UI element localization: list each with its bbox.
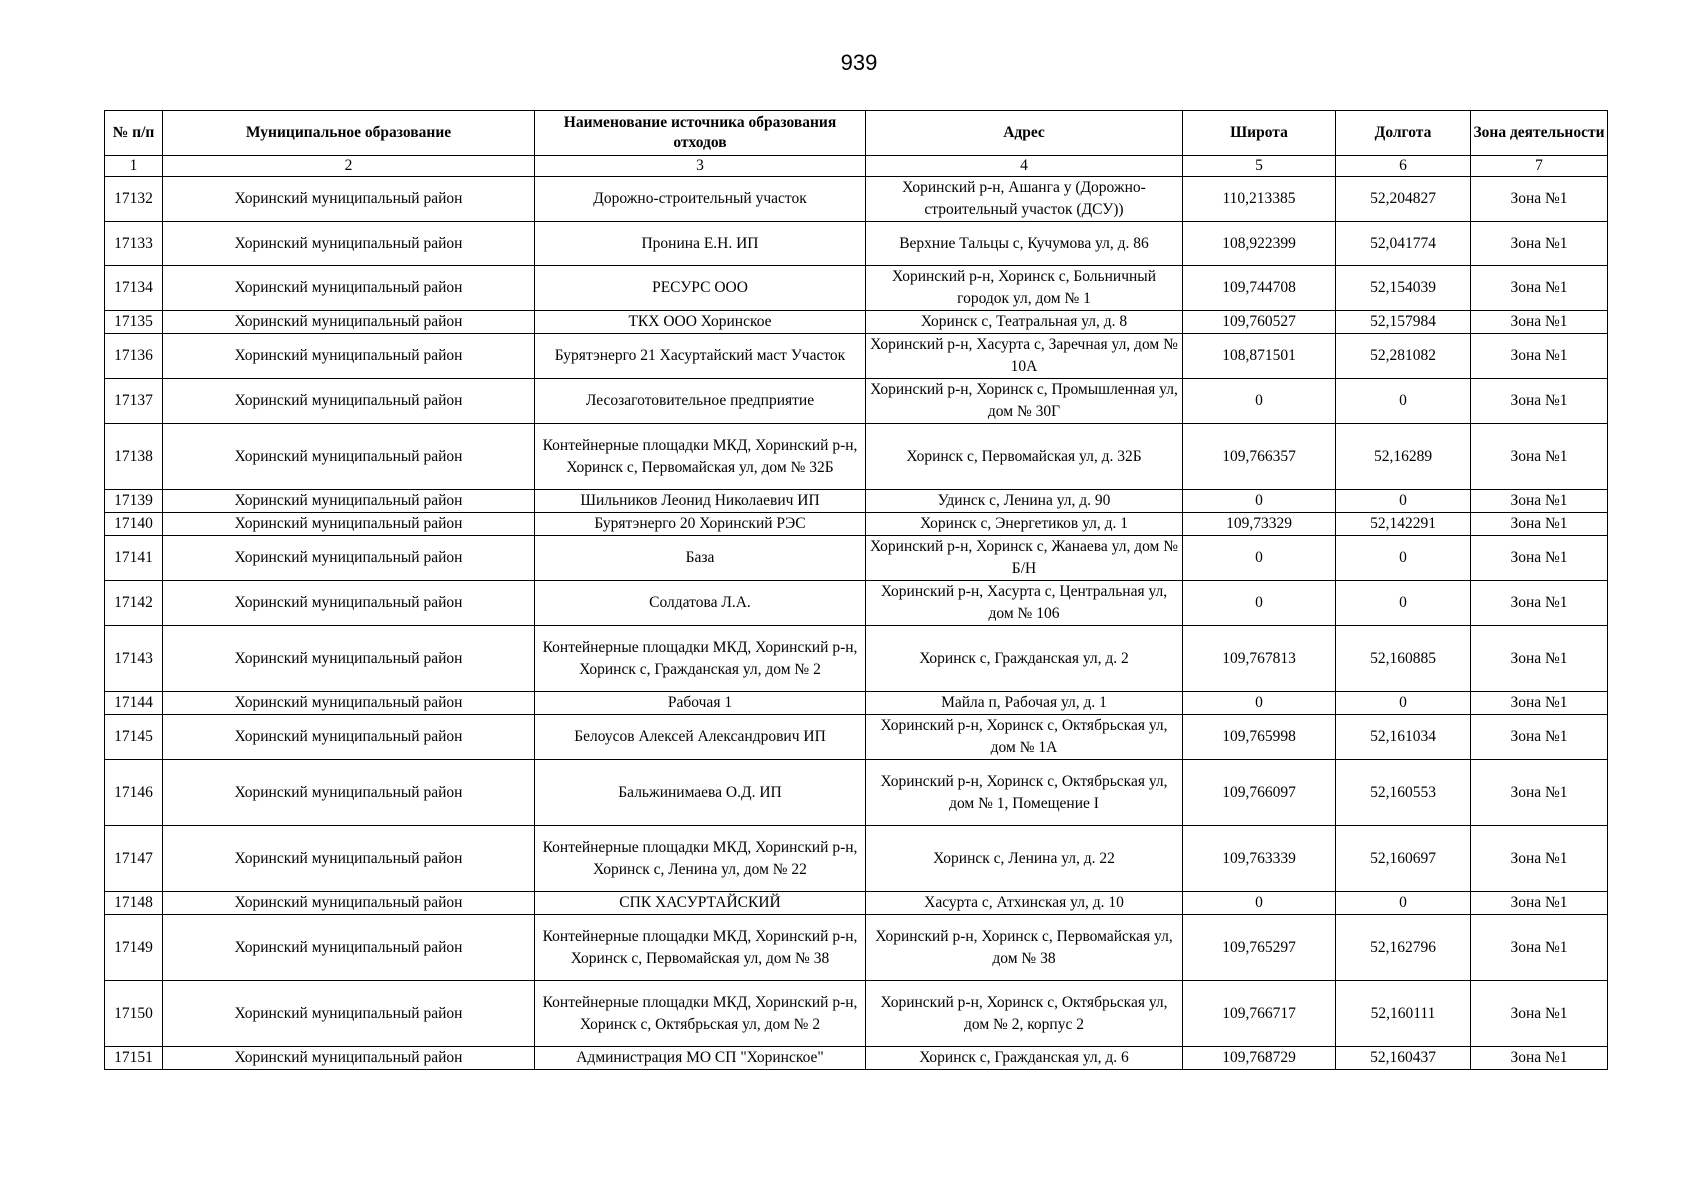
table-row bbox=[105, 981, 1608, 1047]
zone-cell: Зона №1 bbox=[1471, 379, 1608, 424]
table-row bbox=[105, 311, 1608, 334]
latitude-cell: 0 bbox=[1183, 490, 1336, 513]
table-row bbox=[105, 536, 1608, 581]
longitude-cell: 0 bbox=[1336, 490, 1471, 513]
municipality-cell: Хоринский муниципальный район bbox=[163, 311, 535, 334]
column-number: 5 bbox=[1183, 156, 1336, 177]
latitude-cell: 108,871501 bbox=[1183, 334, 1336, 379]
table-row bbox=[105, 424, 1608, 490]
table-row bbox=[105, 334, 1608, 379]
address-cell: Хоринский р-н, Хоринск с, Октябрьская ул, дом № 1, Помещение I bbox=[866, 760, 1183, 826]
zone-cell: Зона №1 bbox=[1471, 581, 1608, 626]
table-row bbox=[105, 892, 1608, 915]
row-number-cell: 17136 bbox=[105, 334, 163, 379]
address-cell: Удинск с, Ленина ул, д. 90 bbox=[866, 490, 1183, 513]
row-number-cell: 17137 bbox=[105, 379, 163, 424]
longitude-cell: 52,162796 bbox=[1336, 915, 1471, 981]
row-number-cell: 17142 bbox=[105, 581, 163, 626]
address-cell: Хоринск с, Энергетиков ул, д. 1 bbox=[866, 513, 1183, 536]
address-cell: Хоринск с, Ленина ул, д. 22 bbox=[866, 826, 1183, 892]
latitude-cell: 109,766097 bbox=[1183, 760, 1336, 826]
zone-cell: Зона №1 bbox=[1471, 760, 1608, 826]
municipality-cell: Хоринский муниципальный район bbox=[163, 692, 535, 715]
longitude-cell: 52,204827 bbox=[1336, 177, 1471, 222]
zone-cell: Зона №1 bbox=[1471, 915, 1608, 981]
address-cell: Хоринский р-н, Хоринск с, Октябрьская ул, дом № 1А bbox=[866, 715, 1183, 760]
latitude-cell: 109,744708 bbox=[1183, 266, 1336, 311]
source-name-cell: Лесозаготовительное предприятие bbox=[535, 379, 866, 424]
municipality-cell: Хоринский муниципальный район bbox=[163, 826, 535, 892]
zone-cell: Зона №1 bbox=[1471, 177, 1608, 222]
longitude-cell: 52,160885 bbox=[1336, 626, 1471, 692]
source-name-cell: Дорожно-строительный участок bbox=[535, 177, 866, 222]
row-number-cell: 17135 bbox=[105, 311, 163, 334]
zone-cell: Зона №1 bbox=[1471, 424, 1608, 490]
longitude-cell: 0 bbox=[1336, 581, 1471, 626]
longitude-cell: 52,281082 bbox=[1336, 334, 1471, 379]
source-name-cell: Рабочая 1 bbox=[535, 692, 866, 715]
header-zone: Зона деятельности bbox=[1471, 111, 1608, 156]
municipality-cell: Хоринский муниципальный район bbox=[163, 513, 535, 536]
source-name-cell: Бальжинимаева О.Д. ИП bbox=[535, 760, 866, 826]
zone-cell: Зона №1 bbox=[1471, 490, 1608, 513]
zone-cell: Зона №1 bbox=[1471, 692, 1608, 715]
table-row bbox=[105, 915, 1608, 981]
row-number-cell: 17143 bbox=[105, 626, 163, 692]
source-name-cell: База bbox=[535, 536, 866, 581]
municipality-cell: Хоринский муниципальный район bbox=[163, 581, 535, 626]
longitude-cell: 52,157984 bbox=[1336, 311, 1471, 334]
zone-cell: Зона №1 bbox=[1471, 715, 1608, 760]
row-number-cell: 17146 bbox=[105, 760, 163, 826]
longitude-cell: 0 bbox=[1336, 692, 1471, 715]
zone-cell: Зона №1 bbox=[1471, 892, 1608, 915]
source-name-cell: Контейнерные площадки МКД, Хоринский р-н, Хоринск с, Первомайская ул, дом № 32Б bbox=[535, 424, 866, 490]
table-row bbox=[105, 692, 1608, 715]
header-municipality: Муниципальное образование bbox=[163, 111, 535, 156]
latitude-cell: 108,922399 bbox=[1183, 222, 1336, 266]
column-number-row bbox=[105, 156, 1608, 177]
address-cell: Хоринский р-н, Хасурта с, Центральная ул, дом № 106 bbox=[866, 581, 1183, 626]
source-name-cell: Бурятэнерго 21 Хасуртайский маст Участок bbox=[535, 334, 866, 379]
source-name-cell: Контейнерные площадки МКД, Хоринский р-н, Хоринск с, Первомайская ул, дом № 38 bbox=[535, 915, 866, 981]
longitude-cell: 52,041774 bbox=[1336, 222, 1471, 266]
longitude-cell: 0 bbox=[1336, 379, 1471, 424]
row-number-cell: 17145 bbox=[105, 715, 163, 760]
zone-cell: Зона №1 bbox=[1471, 536, 1608, 581]
latitude-cell: 109,766357 bbox=[1183, 424, 1336, 490]
source-name-cell: Бурятэнерго 20 Хоринский РЭС bbox=[535, 513, 866, 536]
row-number-cell: 17151 bbox=[105, 1047, 163, 1070]
source-name-cell: Пронина Е.Н. ИП bbox=[535, 222, 866, 266]
address-cell: Хоринский р-н, Хоринск с, Больничный городок ул, дом № 1 bbox=[866, 266, 1183, 311]
latitude-cell: 0 bbox=[1183, 892, 1336, 915]
address-cell: Майла п, Рабочая ул, д. 1 bbox=[866, 692, 1183, 715]
source-name-cell: Солдатова Л.А. bbox=[535, 581, 866, 626]
table-row bbox=[105, 222, 1608, 266]
row-number-cell: 17141 bbox=[105, 536, 163, 581]
latitude-cell: 109,768729 bbox=[1183, 1047, 1336, 1070]
municipality-cell: Хоринский муниципальный район bbox=[163, 379, 535, 424]
municipality-cell: Хоринский муниципальный район bbox=[163, 424, 535, 490]
source-name-cell: Белоусов Алексей Александрович ИП bbox=[535, 715, 866, 760]
source-name-cell: ТКХ ООО Хоринское bbox=[535, 311, 866, 334]
header-source-name: Наименование источника образования отходов bbox=[535, 111, 866, 156]
municipality-cell: Хоринский муниципальный район bbox=[163, 715, 535, 760]
address-cell: Верхние Тальцы с, Кучумова ул, д. 86 bbox=[866, 222, 1183, 266]
longitude-cell: 52,142291 bbox=[1336, 513, 1471, 536]
latitude-cell: 0 bbox=[1183, 581, 1336, 626]
address-cell: Хоринский р-н, Хоринск с, Первомайская ул, дом № 38 bbox=[866, 915, 1183, 981]
latitude-cell: 0 bbox=[1183, 536, 1336, 581]
row-number-cell: 17149 bbox=[105, 915, 163, 981]
table-row bbox=[105, 760, 1608, 826]
latitude-cell: 109,765998 bbox=[1183, 715, 1336, 760]
municipality-cell: Хоринский муниципальный район bbox=[163, 266, 535, 311]
municipality-cell: Хоринский муниципальный район bbox=[163, 915, 535, 981]
table-row bbox=[105, 177, 1608, 222]
latitude-cell: 0 bbox=[1183, 379, 1336, 424]
longitude-cell: 52,160697 bbox=[1336, 826, 1471, 892]
source-name-cell: РЕСУРС ООО bbox=[535, 266, 866, 311]
address-cell: Хоринский р-н, Хоринск с, Жанаева ул, дом № Б/Н bbox=[866, 536, 1183, 581]
address-cell: Хоринский р-н, Хасурта с, Заречная ул, дом № 10А bbox=[866, 334, 1183, 379]
longitude-cell: 52,160111 bbox=[1336, 981, 1471, 1047]
header-row bbox=[105, 111, 1608, 156]
source-name-cell: Администрация МО СП "Хоринское" bbox=[535, 1047, 866, 1070]
longitude-cell: 52,16289 bbox=[1336, 424, 1471, 490]
column-number: 3 bbox=[535, 156, 866, 177]
zone-cell: Зона №1 bbox=[1471, 334, 1608, 379]
municipality-cell: Хоринский муниципальный район bbox=[163, 981, 535, 1047]
row-number-cell: 17132 bbox=[105, 177, 163, 222]
address-cell: Хоринск с, Гражданская ул, д. 2 bbox=[866, 626, 1183, 692]
header-address: Адрес bbox=[866, 111, 1183, 156]
longitude-cell: 52,160553 bbox=[1336, 760, 1471, 826]
source-name-cell: Контейнерные площадки МКД, Хоринский р-н, Хоринск с, Ленина ул, дом № 22 bbox=[535, 826, 866, 892]
header-longitude: Долгота bbox=[1336, 111, 1471, 156]
address-cell: Хоринский р-н, Хоринск с, Октябрьская ул, дом № 2, корпус 2 bbox=[866, 981, 1183, 1047]
zone-cell: Зона №1 bbox=[1471, 826, 1608, 892]
zone-cell: Зона №1 bbox=[1471, 1047, 1608, 1070]
source-name-cell: Контейнерные площадки МКД, Хоринский р-н, Хоринск с, Октябрьская ул, дом № 2 bbox=[535, 981, 866, 1047]
longitude-cell: 0 bbox=[1336, 892, 1471, 915]
header-number: № п/п bbox=[105, 111, 163, 156]
municipality-cell: Хоринский муниципальный район bbox=[163, 1047, 535, 1070]
column-number: 4 bbox=[866, 156, 1183, 177]
latitude-cell: 109,760527 bbox=[1183, 311, 1336, 334]
latitude-cell: 109,766717 bbox=[1183, 981, 1336, 1047]
row-number-cell: 17150 bbox=[105, 981, 163, 1047]
row-number-cell: 17133 bbox=[105, 222, 163, 266]
zone-cell: Зона №1 bbox=[1471, 626, 1608, 692]
municipality-cell: Хоринский муниципальный район bbox=[163, 536, 535, 581]
zone-cell: Зона №1 bbox=[1471, 981, 1608, 1047]
address-cell: Хоринск с, Театральная ул, д. 8 bbox=[866, 311, 1183, 334]
municipality-cell: Хоринский муниципальный район bbox=[163, 892, 535, 915]
longitude-cell: 0 bbox=[1336, 536, 1471, 581]
source-name-cell: СПК ХАСУРТАЙСКИЙ bbox=[535, 892, 866, 915]
zone-cell: Зона №1 bbox=[1471, 266, 1608, 311]
row-number-cell: 17134 bbox=[105, 266, 163, 311]
header-latitude: Широта bbox=[1183, 111, 1336, 156]
longitude-cell: 52,160437 bbox=[1336, 1047, 1471, 1070]
table-row bbox=[105, 715, 1608, 760]
address-cell: Хасурта с, Атхинская ул, д. 10 bbox=[866, 892, 1183, 915]
municipality-cell: Хоринский муниципальный район bbox=[163, 222, 535, 266]
row-number-cell: 17138 bbox=[105, 424, 163, 490]
zone-cell: Зона №1 bbox=[1471, 311, 1608, 334]
table-row bbox=[105, 266, 1608, 311]
page-number: 939 bbox=[840, 50, 878, 75]
table-row bbox=[105, 626, 1608, 692]
source-name-cell: Контейнерные площадки МКД, Хоринский р-н, Хоринск с, Гражданская ул, дом № 2 bbox=[535, 626, 866, 692]
table-row bbox=[105, 581, 1608, 626]
municipality-cell: Хоринский муниципальный район bbox=[163, 177, 535, 222]
municipality-cell: Хоринский муниципальный район bbox=[163, 490, 535, 513]
zone-cell: Зона №1 bbox=[1471, 513, 1608, 536]
column-number: 1 bbox=[105, 156, 163, 177]
table-row bbox=[105, 826, 1608, 892]
table-row bbox=[105, 490, 1608, 513]
municipality-cell: Хоринский муниципальный район bbox=[163, 334, 535, 379]
table-row bbox=[105, 1047, 1608, 1070]
latitude-cell: 109,763339 bbox=[1183, 826, 1336, 892]
latitude-cell: 109,73329 bbox=[1183, 513, 1336, 536]
source-name-cell: Шильников Леонид Николаевич ИП bbox=[535, 490, 866, 513]
address-cell: Хоринский р-н, Хоринск с, Промышленная ул, дом № 30Г bbox=[866, 379, 1183, 424]
longitude-cell: 52,161034 bbox=[1336, 715, 1471, 760]
row-number-cell: 17139 bbox=[105, 490, 163, 513]
latitude-cell: 110,213385 bbox=[1183, 177, 1336, 222]
latitude-cell: 109,765297 bbox=[1183, 915, 1336, 981]
row-number-cell: 17144 bbox=[105, 692, 163, 715]
column-number: 7 bbox=[1471, 156, 1608, 177]
address-cell: Хоринский р-н, Ашанга у (Дорожно-строительный участок (ДСУ)) bbox=[866, 177, 1183, 222]
table-row bbox=[105, 379, 1608, 424]
row-number-cell: 17140 bbox=[105, 513, 163, 536]
column-number: 6 bbox=[1336, 156, 1471, 177]
column-number: 2 bbox=[163, 156, 535, 177]
address-cell: Хоринск с, Гражданская ул, д. 6 bbox=[866, 1047, 1183, 1070]
table-row bbox=[105, 513, 1608, 536]
row-number-cell: 17148 bbox=[105, 892, 163, 915]
latitude-cell: 109,767813 bbox=[1183, 626, 1336, 692]
latitude-cell: 0 bbox=[1183, 692, 1336, 715]
longitude-cell: 52,154039 bbox=[1336, 266, 1471, 311]
municipality-cell: Хоринский муниципальный район bbox=[163, 626, 535, 692]
address-cell: Хоринск с, Первомайская ул, д. 32Б bbox=[866, 424, 1183, 490]
waste-sources-table bbox=[104, 110, 1608, 1070]
row-number-cell: 17147 bbox=[105, 826, 163, 892]
municipality-cell: Хоринский муниципальный район bbox=[163, 760, 535, 826]
zone-cell: Зона №1 bbox=[1471, 222, 1608, 266]
